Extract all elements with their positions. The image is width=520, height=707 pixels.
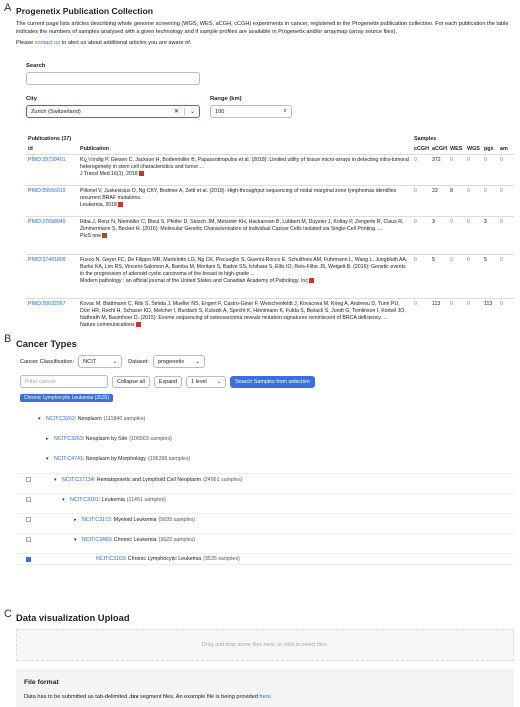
publications-table-wrap: [26, 134, 514, 343]
col-wgs[interactable]: WGS: [467, 146, 480, 152]
file-format-text: [24, 694, 506, 702]
count-wgs: 0: [465, 186, 482, 217]
samples-header: Samples: [414, 136, 437, 142]
pmid-link[interactable]: PMID:29556019: [26, 186, 78, 217]
col-wes[interactable]: WES: [450, 146, 463, 152]
tree-code[interactable]: NCIT:C3483: [82, 536, 111, 543]
tree-checkbox[interactable]: [26, 477, 31, 482]
publication-journal: Nature communications: [80, 321, 135, 328]
count-ccgh: 0: [412, 217, 430, 255]
format-ext: .tsv: [128, 694, 139, 700]
file-format-box: [16, 669, 514, 707]
table-title: Publications (37): [28, 136, 72, 142]
tree-checkbox[interactable]: [26, 557, 31, 562]
collapse-all-button[interactable]: Collapse all: [112, 376, 150, 388]
city-label: City: [26, 96, 37, 102]
upload-title: Data visualization Upload: [16, 612, 130, 623]
tree-count: (106563 samples): [129, 436, 172, 442]
tree-code[interactable]: NCIT:C3163: [96, 556, 125, 562]
tree-name: : Neoplasm: [74, 416, 102, 422]
tree-row[interactable]: [16, 453, 514, 465]
chevron-right-icon[interactable]: ▸: [46, 436, 49, 442]
count-acgh: 372: [430, 155, 448, 186]
count-wes: 0: [448, 299, 465, 343]
city-select[interactable]: [26, 105, 200, 118]
format-prefix: Data has to be submitted as tab-delimited: [24, 694, 129, 700]
tree-code[interactable]: NCIT:C3172: [82, 516, 111, 523]
chevron-down-icon[interactable]: ▾: [74, 536, 77, 543]
chevron-down-icon[interactable]: ▾: [46, 456, 49, 462]
col-publication[interactable]: Publication: [80, 146, 110, 152]
tree-name: : Hematopoietic and Lymphoid Cell Neoplasm: [93, 476, 202, 483]
classification-select[interactable]: [78, 355, 122, 368]
search-label: Search: [26, 63, 46, 69]
count-ccgh: 0: [412, 186, 430, 217]
count-acgh: 22: [430, 186, 448, 217]
chevron-down-icon: ⌄: [112, 358, 118, 365]
count-pgx: 0: [482, 155, 498, 186]
contact-suffix: to alert us about additional articles you are aware of.: [60, 40, 192, 47]
tree-checkbox[interactable]: [26, 537, 31, 542]
pdf-icon[interactable]: [118, 202, 123, 207]
publications-panel: [16, 6, 514, 328]
publication-cell: [78, 299, 412, 343]
count-pgx: 0: [482, 186, 498, 217]
tree-count[interactable]: (11451 samples): [126, 496, 166, 503]
contact-text: [16, 40, 514, 48]
example-file-link[interactable]: here: [259, 694, 271, 700]
publication-authors: Riba J, Renz N, Niemöller C, Bleul S, Pfeifer D, Stosch JM, Metzeler KH, Hackanson B, Lübbert M, Duyster J, Koltay P, Zengerle R, Claus R, Zimmermann S, Becker H. (2016): Molecular Genetic Characterization of Individual Cancer Cells Isolated via Single-Cell Printing. ...: [80, 219, 404, 232]
search-samples-button[interactable]: Search Samples from selection: [230, 376, 315, 388]
count-ccgh: 0: [412, 155, 430, 186]
table-row: [26, 255, 514, 299]
chevron-down-icon: ⌄: [195, 358, 200, 365]
tree-row[interactable]: [16, 533, 514, 545]
col-pgx[interactable]: pgx: [484, 146, 494, 152]
tree-count[interactable]: (3535 samples): [203, 556, 240, 562]
count-wgs: 0: [465, 299, 482, 343]
publication-journal: J Transl Med 16(1), 2018: [80, 170, 138, 177]
count-wes: 0: [448, 217, 465, 255]
tree-row[interactable]: [16, 553, 514, 565]
count-pgx: 3: [482, 217, 498, 255]
level-select[interactable]: [186, 376, 226, 388]
publication-cell: [78, 255, 412, 299]
table-row: [26, 217, 514, 255]
contact-us-link[interactable]: contact us: [34, 40, 61, 47]
format-suffix: .: [270, 694, 273, 700]
count-am: 0: [498, 255, 514, 299]
count-acgh: 3: [430, 217, 448, 255]
tree-code[interactable]: NCIT:C27134: [62, 476, 94, 483]
count-ccgh: 0: [412, 255, 430, 299]
count-wgs: 0: [465, 217, 482, 255]
classification-value: NCIT: [83, 358, 97, 365]
chevron-right-icon[interactable]: ▸: [74, 516, 77, 523]
range-input[interactable]: [210, 105, 292, 118]
publication-journal: PloS one: [80, 232, 102, 239]
publications-table: [26, 134, 514, 343]
file-dropzone[interactable]: Drag and drop some files here, or click to select files.: [16, 629, 514, 661]
contact-prefix: Please: [16, 40, 35, 47]
selected-tag[interactable]: Chronic Lymphocytic Leukemia (3535): [20, 394, 113, 402]
page-title: Progenetix Publication Collection: [16, 6, 154, 16]
tree-checkbox[interactable]: [26, 517, 31, 522]
col-id[interactable]: id: [28, 146, 33, 152]
tree-count[interactable]: (5635 samples): [158, 516, 196, 523]
expand-button[interactable]: Expand: [154, 376, 182, 388]
tree-name: : Myeloid Leukemia: [110, 516, 157, 523]
upload-panel: [16, 612, 514, 707]
pdf-icon[interactable]: [102, 233, 107, 238]
pdf-icon[interactable]: [136, 322, 141, 327]
col-am[interactable]: am: [500, 146, 508, 152]
publication-authors: Kï¿½ïndig P, Giesen C, Jackson H, Bodenmiller B, Papassotiropulos et al. (2018): Limited utility of tissue micro-arrays in detecting intra-tumoral heterogeneity in stem cell characteristics and tumor ...: [80, 157, 409, 170]
count-am: 0: [498, 299, 514, 343]
tree-name: : Chronic Leukemia: [110, 536, 157, 543]
count-am: 0: [498, 186, 514, 217]
chevron-down-icon[interactable]: ▾: [38, 416, 41, 422]
tree-row[interactable]: [16, 433, 514, 445]
publication-cell: [78, 217, 412, 255]
dataset-select[interactable]: [153, 355, 205, 368]
tree-row[interactable]: [16, 513, 514, 525]
tree-code[interactable]: NCIT:C3262: [46, 416, 75, 422]
col-ccgh[interactable]: cCGH: [414, 146, 429, 152]
count-wgs: 0: [465, 255, 482, 299]
count-wes: 0: [448, 255, 465, 299]
tree-name: : Neoplasm by Morphology: [82, 456, 146, 462]
table-row: [26, 155, 514, 186]
tree-count: (111840 samples): [103, 416, 146, 422]
panel-letter-b: B: [4, 333, 12, 345]
count-wgs: 0: [465, 155, 482, 186]
count-wes: 8: [448, 186, 465, 217]
stepper-icon[interactable]: ⇕: [283, 108, 287, 114]
pdf-icon[interactable]: [309, 278, 314, 283]
pmid-link[interactable]: PMID:26632267: [26, 299, 78, 343]
tree-row[interactable]: [16, 493, 514, 505]
range-value: 100: [215, 108, 225, 115]
col-acgh[interactable]: aCGH: [432, 146, 447, 152]
format-middle: segment files. An example file is being provided: [138, 694, 260, 700]
count-acgh: 113: [430, 299, 448, 343]
publication-journal: Leukemia, 2018: [80, 201, 117, 208]
tree-name: : Leukemia: [98, 496, 125, 503]
tree-name: : Neoplasm by Site: [82, 436, 128, 442]
dataset-value: progenetix: [157, 358, 185, 365]
tree-count[interactable]: (3622 samples): [158, 536, 196, 543]
publication-authors: Fusco N, Geyer FC, De Filippo MR, Martelotto LG, Ng CK, Piscuoglio S, Guerini-Rocco E, Schultheis AM, Fuhrmann L, Wang L, Jungbluth AA, Burke KA, Lim RS, Vincent-Salomon A, Bamba M, Moritani S, Badve SS, Ichihara S, Ellis IO, Reis-Filho JS, Weigelt B. (2016): Genetic events in the progression of adenoid cystic carcinoma of the breast to high-grade ...: [80, 257, 408, 277]
level-value: 1 level: [191, 378, 207, 385]
tree-count: (106398 samples): [147, 456, 191, 462]
publication-authors: Kovac M, Blattmann C, Ribi S, Smida J, Mueller NS, Engert F, Castro-Giner F, Weischenfeldt J, Kovacova M, Krieg A, Andreou D, Tunn PU, Dürr HR, Rechl H, Schaser KD, Melcher I, Burdach S, Kulozik A, Specht K, Heinimann K, Fulda S, Bielack S, Jundt G, Tomlinson I, Korbel JO, Nathrath M, Baumhoer D. (2015): Exome sequencing of osteosarcoma reveals mutation signatures reminiscent of BRCA deficiency. ...: [80, 301, 406, 321]
tree-checkbox[interactable]: [26, 497, 31, 502]
cancer-types-title: Cancer Types: [16, 338, 77, 349]
tree-row[interactable]: [16, 413, 514, 425]
tree-code[interactable]: NCIT:C4741: [54, 456, 83, 462]
cancer-tree: [16, 413, 514, 613]
classification-label: Cancer Classification:: [20, 358, 75, 365]
chevron-down-icon[interactable]: ▾: [62, 496, 65, 503]
search-input[interactable]: [26, 72, 200, 85]
count-wes: 0: [448, 155, 465, 186]
filter-cancer-input[interactable]: Filter cancer: [20, 375, 108, 388]
table-row: [26, 186, 514, 217]
chevron-down-icon: ⌄: [216, 378, 222, 385]
cancer-types-panel: [16, 338, 514, 562]
count-ccgh: 0: [412, 299, 430, 343]
table-row: [26, 299, 514, 343]
publication-journal: Modern pathology : an official journal of the United States and Canadian Academy of Pathology, Inc: [80, 277, 308, 284]
publication-authors: Pillonel V, Juskevicius D, Ng CKY, Bodmer A, Zettl et al. (2018): High-throughput sequencing of nodal marginal zone lymphomas identifies recurrent BRAF mutations.: [80, 188, 397, 201]
clear-icon[interactable]: ✕: [173, 109, 179, 115]
pmid-link[interactable]: PMID:27658049: [26, 217, 78, 255]
tree-code[interactable]: NCIT:C3161: [70, 496, 99, 503]
pdf-icon[interactable]: [139, 171, 144, 176]
publication-cell: [78, 186, 412, 217]
intro-text: The current page lists articles describing whole genome screening (WGS, WES, aCGH, cCGH) experiments in cancer, registered in the Progenetix publication collection. For each publication the table indicates the numbers of samples analysed with a given technology and if sample profiles are available in Progenetix and/or arraymap (array source files).: [16, 21, 509, 35]
pmid-link[interactable]: PMID:27491809: [26, 255, 78, 299]
dataset-label: Dataset:: [128, 358, 149, 365]
count-am: 0: [498, 155, 514, 186]
tree-row[interactable]: [16, 473, 514, 485]
chevron-down-icon[interactable]: ▾: [54, 476, 57, 483]
file-format-title: File format: [24, 679, 59, 686]
chevron-down-icon[interactable]: ⌄: [189, 109, 195, 115]
count-am: 0: [498, 217, 514, 255]
pmid-link[interactable]: PMID:29739401: [26, 155, 78, 186]
panel-letter-a: A: [4, 2, 12, 14]
count-acgh: 5: [430, 255, 448, 299]
tree-count[interactable]: (24961 samples): [203, 476, 243, 483]
publication-cell: [78, 155, 412, 186]
count-pgx: 5: [482, 255, 498, 299]
city-value: Zurich (Switzerland): [31, 108, 81, 115]
tree-name: : Chronic Lymphocytic Leukemia: [124, 556, 202, 562]
count-pgx: 113: [482, 299, 498, 343]
tree-code[interactable]: NCIT:C3263: [54, 436, 83, 442]
range-label: Range (km): [210, 96, 242, 102]
panel-letter-c: C: [4, 608, 12, 620]
